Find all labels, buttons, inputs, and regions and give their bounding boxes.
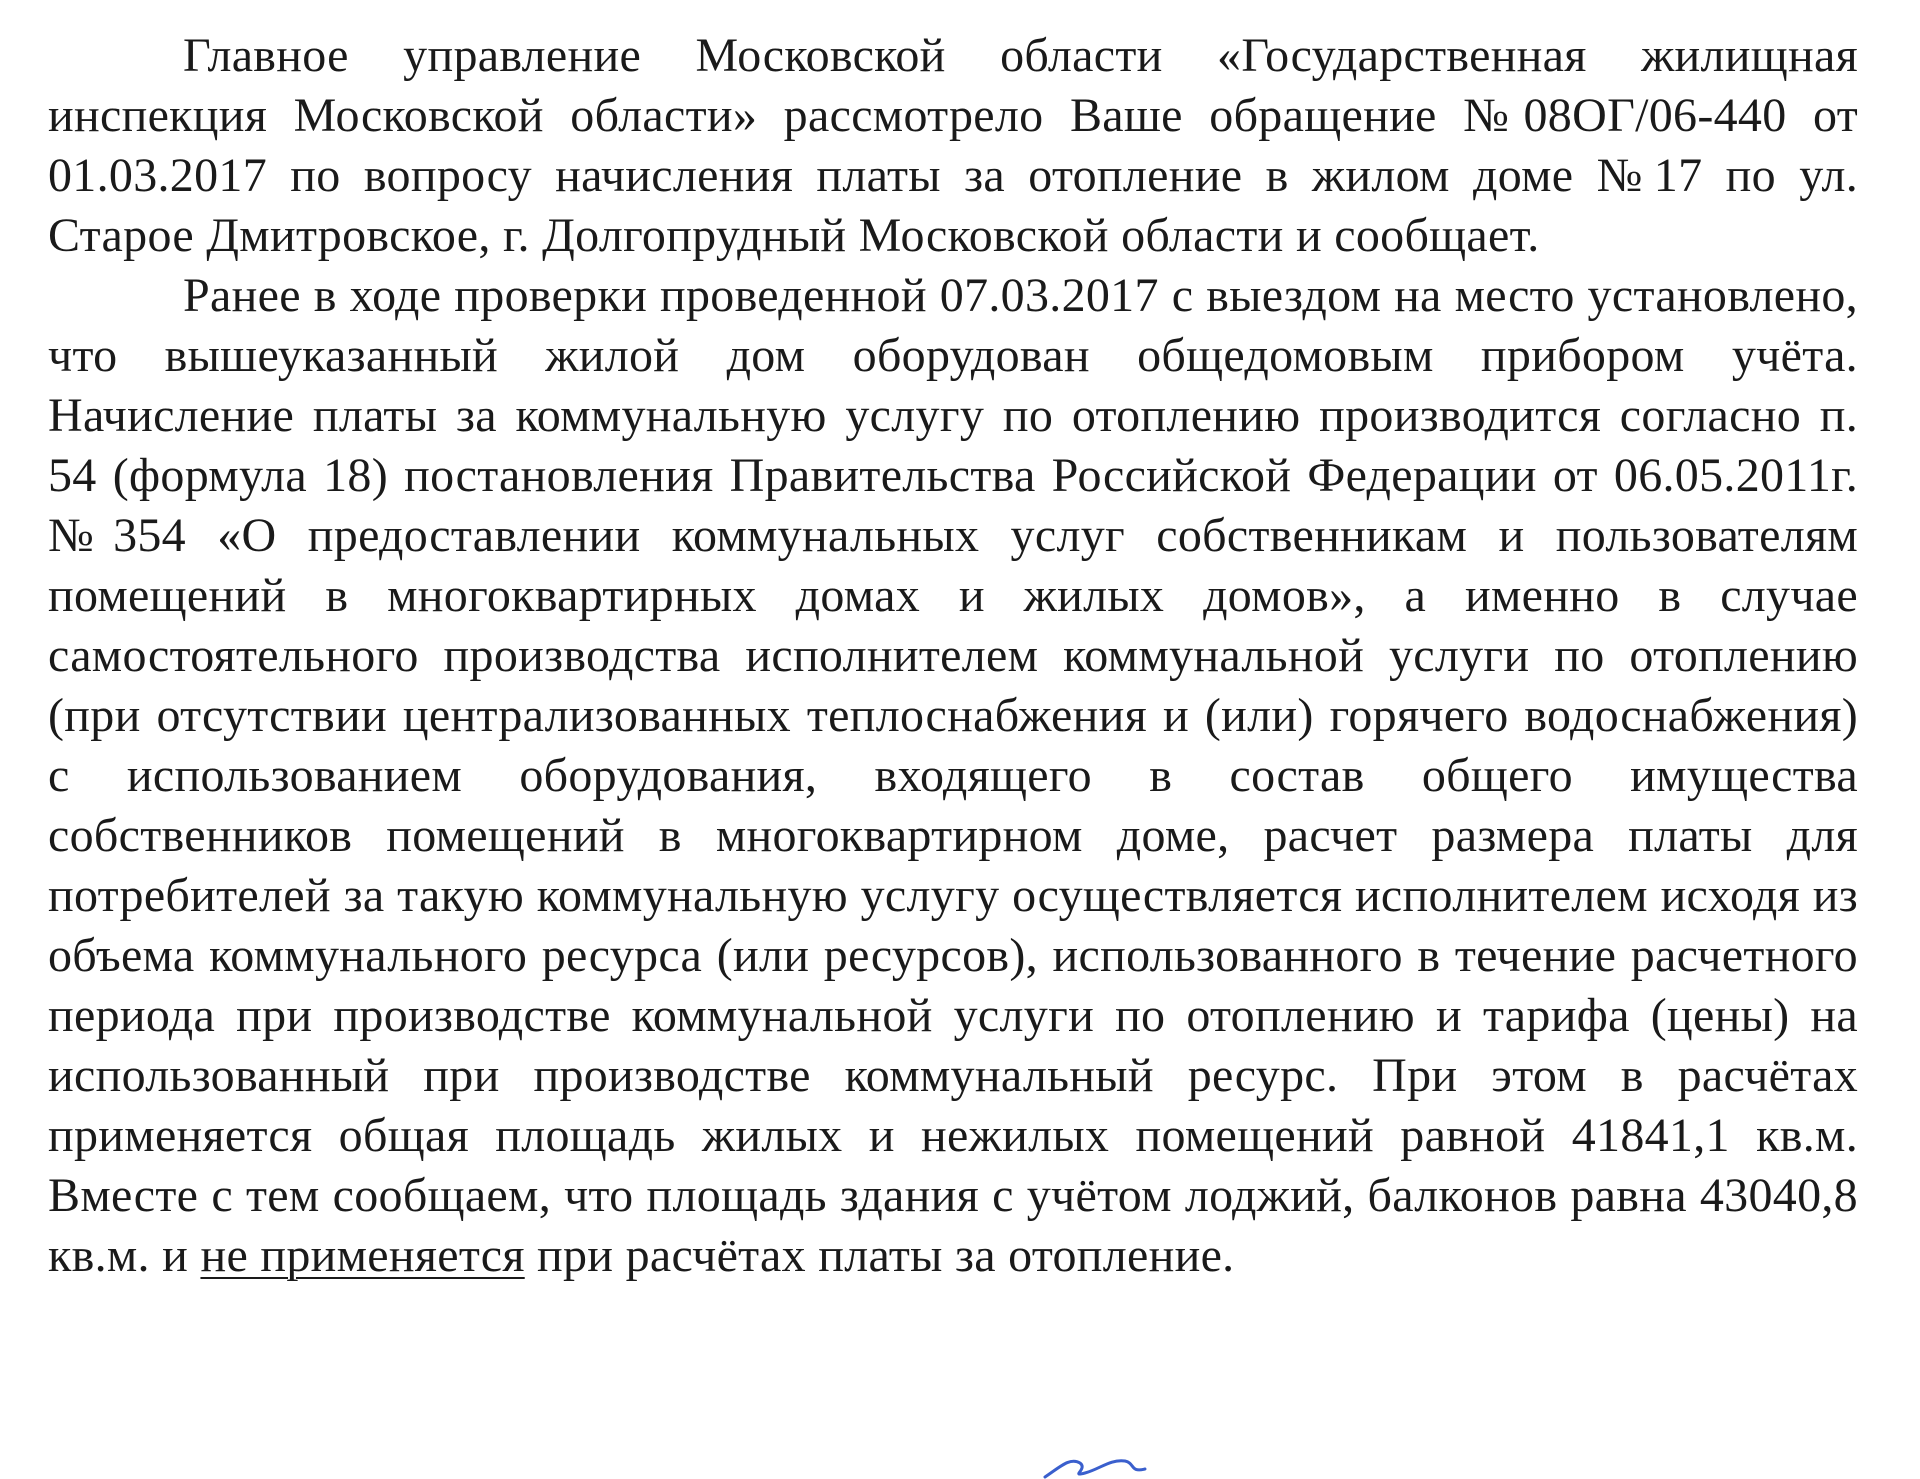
emphasis-not-applied: не применяется <box>200 1229 525 1282</box>
paragraph-details <box>48 266 1858 1286</box>
signature-fragment-icon <box>1040 1455 1180 1479</box>
paragraph-intro: Главное управление Московской области «Государственная жилищная инспекция Московской области» рассмотрело Ваше обращение №08ОГ/06-440 от 01.03.2017 по вопросу начисления платы за отопление в жилом доме №17 по ул. Старое Дмитровское, г. Долгопрудный Московской области и сообщает. <box>48 29 1858 262</box>
paragraph-details-ending: при расчётах платы за отопление. <box>524 1229 1235 1282</box>
paragraph-details-text: Ранее в ходе проверки проведенной 07.03.2017 с выездом на место установлено, что вышеуказанный жилой дом оборудован общедомовым прибором учёта. Начисление платы за коммунальную услугу по отоплению производится согласно п. 54 (формула 18) постановления Правительства Российской Федерации от 06.05.2011г. №354 «О предоставлении коммунальных услуг собственникам и пользователям помещений в многоквартирных домах и жилых домов», а именно в случае самостоятельного производства исполнителем коммунальной услуги по отоплению (при отсутствии централизованных теплоснабжения и (или) горячего водоснабжения) с использованием оборудования, входящего в состав общего имущества собственников помещений в многоквартирном доме, расчет размера платы для потребителей за такую коммунальную услугу осуществляется исполнителем исходя из объема коммунального ресурса (или ресурсов), использованного в течение расчетного периода при производстве коммунальной услуги по отоплению и тарифа (цены) на использованный при производстве коммунальный ресурс. При этом в расчётах применяется общая площадь жилых и нежилых помещений равной 41841,1 кв.м. Вместе с тем сообщаем, что площадь здания с учётом лоджий, балконов равна 43040,8 кв.м. и <box>48 269 1858 1282</box>
letter-body <box>48 26 1858 1286</box>
